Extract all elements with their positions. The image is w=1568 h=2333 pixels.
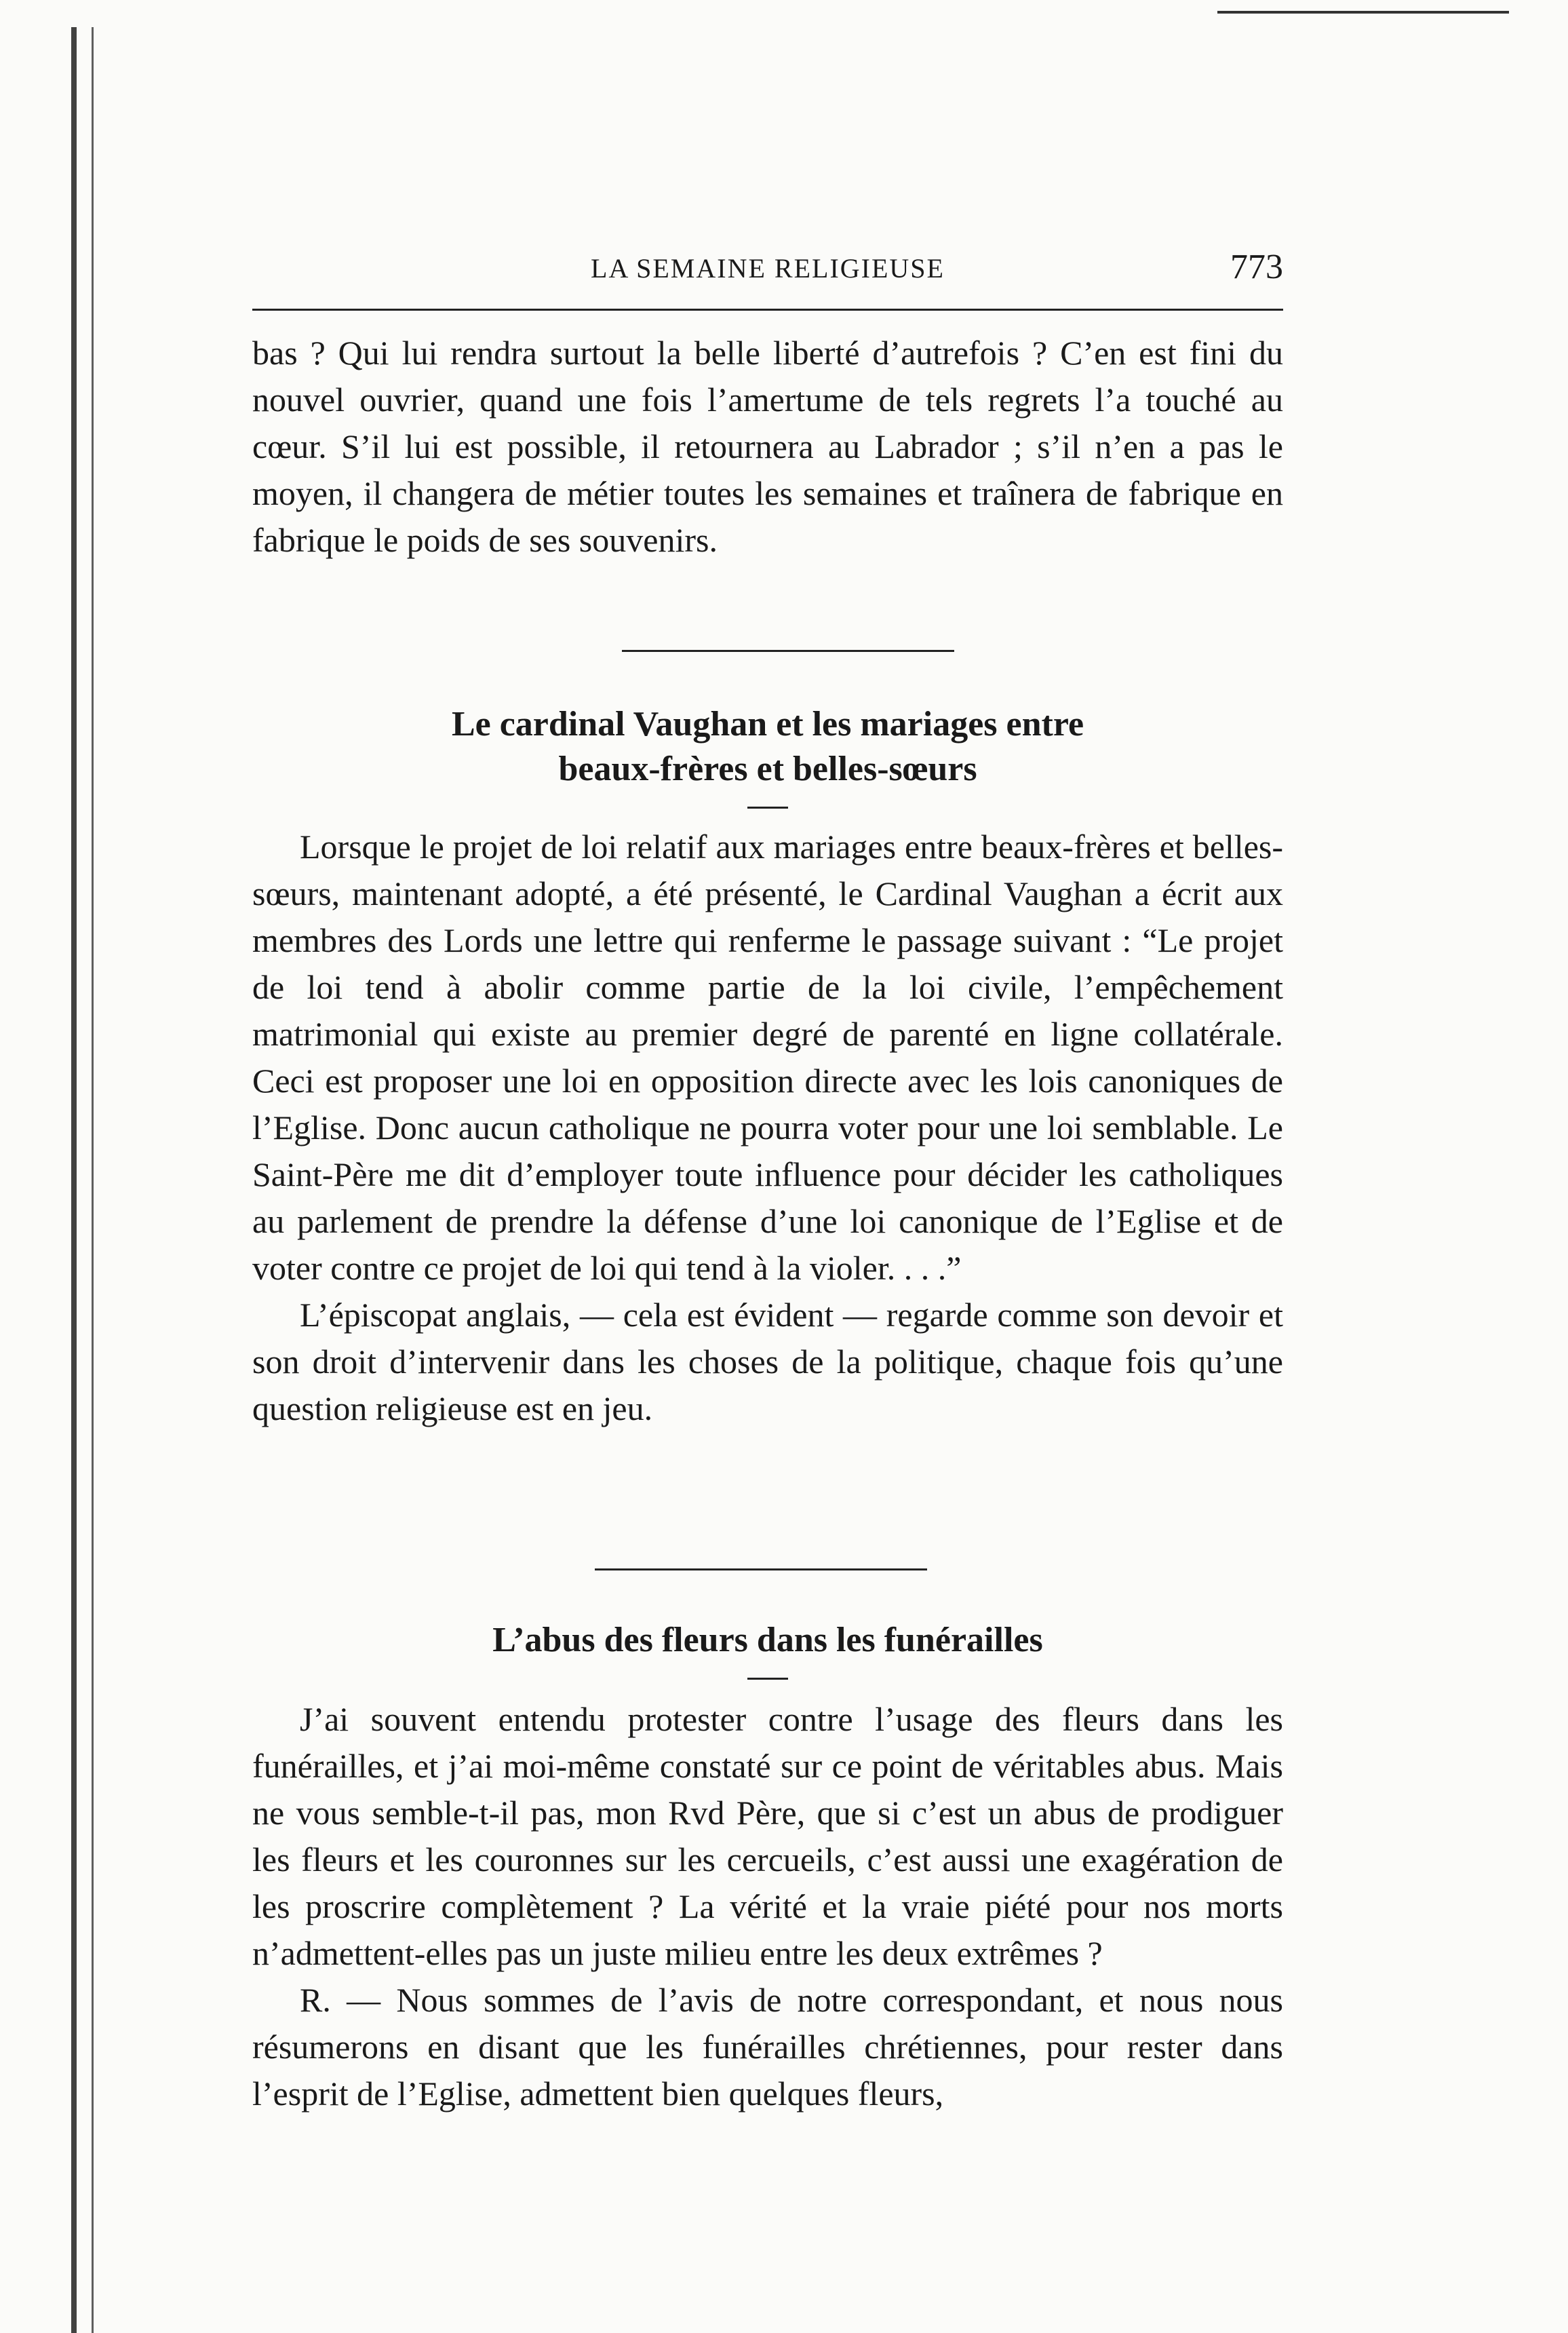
article-paragraph: R. — Nous sommes de l’avis de notre correspondant, et nous nous résumerons en disant que les funérailles chrétiennes, pour rester dans l’esprit de l’Eglise, admettent bien quelques fleurs,: [252, 1981, 1283, 2113]
header-rule: [252, 309, 1283, 311]
section-divider: [595, 1568, 927, 1570]
article-title: [252, 702, 1283, 792]
document-page: [252, 0, 1283, 2333]
article-vaughan: [252, 702, 1283, 1432]
article-title-line: beaux-frères et belles-sœurs: [558, 750, 977, 788]
article-title: L’abus des fleurs dans les funérailles: [492, 1621, 1043, 1659]
intro-section: [252, 330, 1283, 564]
article-title-line: Le cardinal Vaughan et les mariages entre: [451, 705, 1084, 744]
article-paragraph: L’épiscopat anglais, — cela est évident — regarde comme son devoir et son droit d’intervenir dans les choses de la politique, chaque fois qu’une question religieuse est en jeu.: [252, 1296, 1283, 1427]
article-paragraph: J’ai souvent entendu protester contre l’usage des fleurs dans les funérailles, et j’ai moi-même constaté sur ce point de véritables abus. Mais ne vous semble-t-il pas, mon Rvd Père, que si c’est un abus de prodiguer les fleurs et les couronnes sur les cercueils, c’est aussi une exagération de les proscrire complètement ? La vérité et la vraie piété pour nos morts n’admettent-elles pas un juste milieu entre les deux extrêmes ?: [252, 1700, 1283, 1972]
running-title: LA SEMAINE RELIGIEUSE: [591, 253, 945, 284]
article-fleurs: [252, 1618, 1283, 2117]
section-divider: [622, 650, 954, 652]
page-number: 773: [1230, 248, 1283, 286]
article-paragraph: Lorsque le projet de loi relatif aux mariages entre beaux-frères et belles-sœurs, maintenant adopté, a été présenté, le Cardinal Vaughan a écrit aux membres des Lords une lettre qui renferme le passage suivant : “Le projet de loi tend à abolir comme partie de la loi civile, l’empêchement matrimonial qui existe au premier degré de parenté en ligne collatérale. Ceci est proposer une loi en opposition directe avec les lois canoniques de l’Eglise. Donc aucun catholique ne pourra voter pour une loi semblable. Le Saint-Père me dit d’employer toute influence pour décider les catholiques au parlement de prendre la défense d’une loi canonique de l’Eglise et de voter contre ce projet de loi qui tend à la violer. . . .”: [252, 828, 1283, 1287]
page-binding-edge: [71, 27, 94, 2333]
page-header: [252, 246, 1283, 286]
intro-paragraph: bas ? Qui lui rendra surtout la belle liberté d’autrefois ? C’en est fini du nouvel ouvrier, quand une fois l’amertume de tels regrets l’a touché au cœur. S’il lui est possible, il retournera au Labrador ; s’il n’en a pas le moyen, il changera de métier toutes les semaines et traînera de fabrique en fabrique le poids de ses souvenirs.: [252, 334, 1283, 559]
